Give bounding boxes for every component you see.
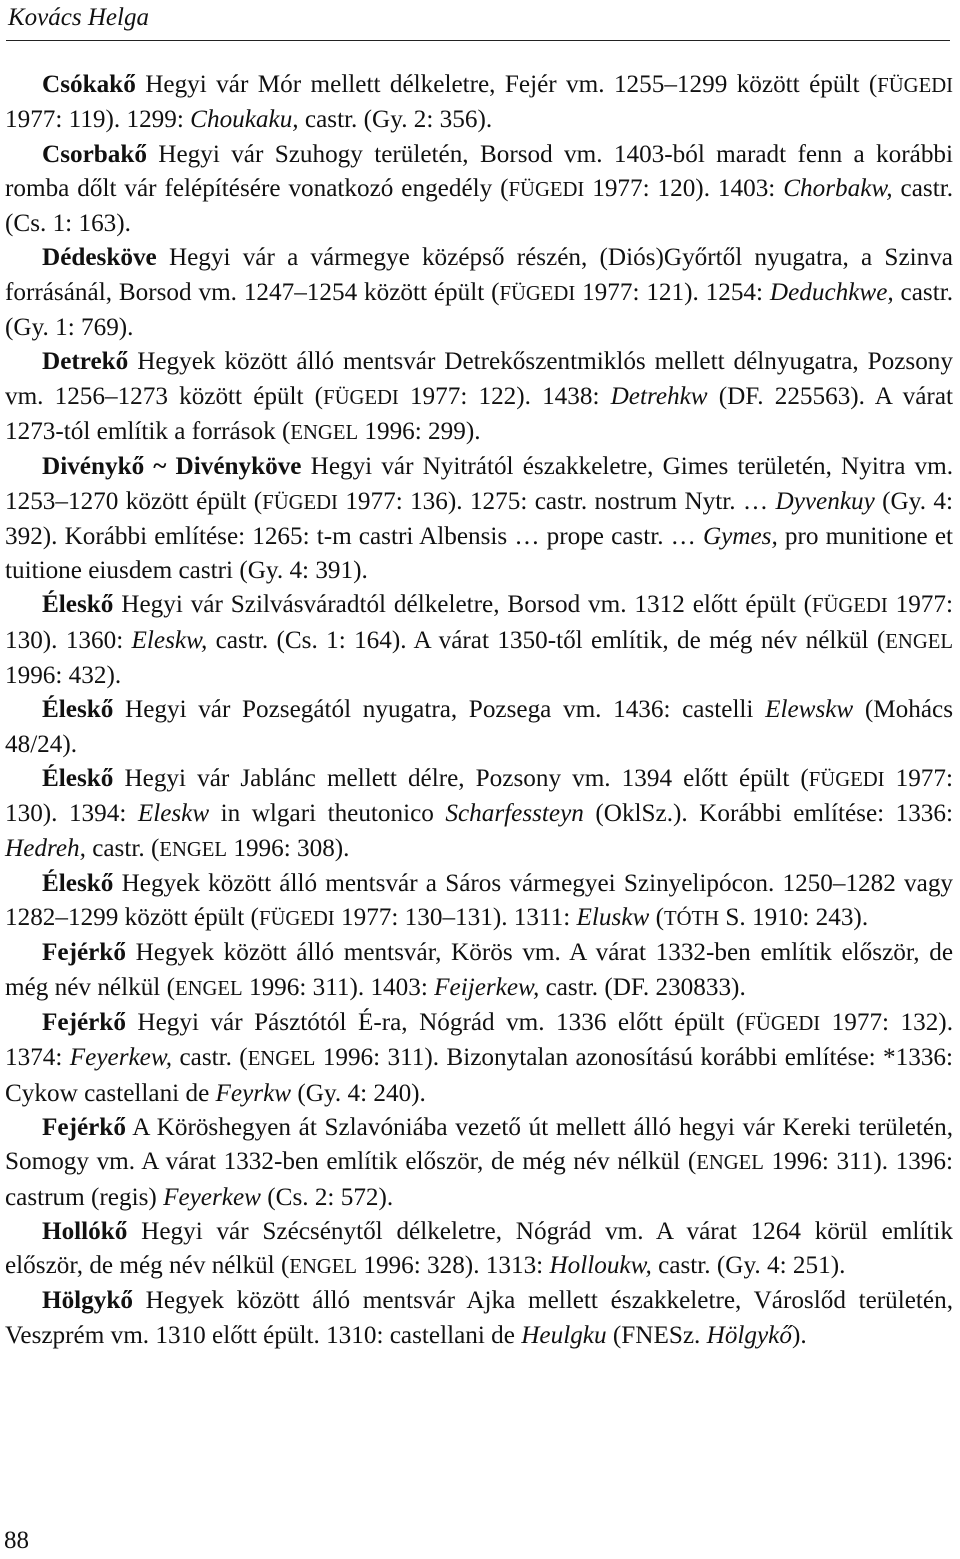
entry-italic-form: Feijerkew, [434,973,540,1001]
entry-author-citation: FÜGEDI [323,386,399,409]
entry-text: Hegyek között álló mentsvár, Körös vm. A várat 1332-ben említik először, de még név nélkül ( [5,939,953,1001]
entry-term: Hollókő [42,1217,128,1245]
entry-text: 1977: 130–131). 1311: [334,904,577,932]
entry-term: Divénykő ~ Divényköve [42,453,302,481]
entry-term: Éleskő [42,591,114,619]
entry-text: Hegyi vár Pásztótól É-ra, Nógrád vm. 1336 előtt épült ( [125,1009,745,1037]
entry-italic-form: Eleskw [137,800,210,828]
entry-text: A Köröshegyen át Szlavóniába vezető út mellett álló hegyi vár Kereki területén, Somogy vm. A várat 1332-ben említik először, de még név nélkül ( [5,1113,953,1176]
entry-list [5,68,953,1353]
entry-term: Csorbakő [42,140,147,168]
entry-author-citation: FÜGEDI [258,908,335,931]
entry-text: (DF. 225563). A várat 1273-tól említik a források ( [5,382,953,445]
entry-term: Fejérkő [42,1009,126,1037]
entry-text: castr. ( [85,834,160,862]
dictionary-entry [5,867,953,937]
entry-text: Hegyi vár Szilvásváradtól délkeletre, Borsod vm. 1312 előtt épült ( [113,591,812,619]
entry-text: 1977: 132). 1374: [5,1009,953,1072]
entry-text: Hegyi vár Mór mellett délkeletre, Fejér vm. 1255–1299 között épült ( [135,71,878,98]
entry-text: 1977: 121). 1254: [575,278,770,306]
entry-author-citation: ENGEL [885,630,953,653]
entry-text: 1977: 122). 1438: [398,382,611,410]
entry-italic-form: Chorbakw, [783,174,893,202]
entry-text: castr. ( [172,1044,248,1072]
entry-italic-form: Elewskw [765,696,854,724]
entry-author-citation: ENGEL [696,1152,764,1175]
dictionary-entry [5,241,953,345]
entry-author-citation: FÜGEDI [877,75,953,97]
entry-author-citation: ENGEL [289,1256,358,1279]
entry-text: 1996: 311). 1396: castrum (regis) [5,1148,953,1211]
entry-term: Fejérkő [42,939,126,967]
entry-italic-form: Feyrkw [215,1079,292,1107]
entry-text: Hegyek között álló mentsvár Ajka mellett északkeletre, Városlőd területén, Veszprém vm. 1310 előtt épült. 1310: castellani de [5,1287,953,1349]
dictionary-entry [5,345,953,450]
entry-text: 1977: 130). 1394: [5,764,953,828]
entry-author-citation: ENGEL [159,838,228,861]
dictionary-entry [5,1111,953,1215]
dictionary-entry [5,762,953,867]
entry-text: castr. (Gy. 2: 356). [298,106,493,134]
entry-text: 1996: 311). Bizonytalan azonosítású korábbi említése: *1336: Cykow castellani de [5,1044,954,1107]
entry-text: in wlgari theutonico [209,800,446,828]
entry-author-citation: FÜGEDI [744,1013,821,1036]
entry-text: castr. (Cs. 1: 164). A várat 1350-től említik, de még név nélkül ( [207,626,886,654]
entry-text: 1977: 119). 1299: [5,106,191,134]
entry-term: Dédesköve [42,244,157,272]
entry-italic-form: Choukaku, [190,106,299,134]
entry-text: Hegyi vár Szécsénytől délkeletre, Nógrád vm. A várat 1264 körül említik először, de még név nélkül ( [5,1217,953,1280]
entry-text: 1977: 136). 1275: castr. nostrum Nytr. … [337,487,776,515]
entry-italic-form: Dyvenkuy [775,487,875,515]
entry-italic-form: Heulgku [521,1321,607,1349]
entry-term: Fejérkő [42,1113,126,1141]
dictionary-entry [5,1284,953,1353]
entry-term: Detrekő [42,348,129,376]
entry-text: 1996: 308). [227,834,350,862]
entry-author-citation: FÜGEDI [262,491,338,514]
entry-text: Hegyi vár Szuhogy területén, Borsod vm. 1403-ból maradt fenn a korábbi romba dőlt vár felépítésére vonatkozó engedély ( [5,140,953,202]
entry-text: 1996: 432). [5,662,122,690]
entry-text: 1977: 120). 1403: [584,174,784,202]
entry-text: Hegyi vár Nyitrától északkeletre, Gimes területén, Nyitra vm. 1253–1270 között épült ( [5,453,953,515]
entry-italic-form: Scharfessteyn [445,800,584,828]
entry-text: Hegyi vár Pozsegától nyugatra, Pozsega vm. 1436: castelli [113,696,766,724]
entry-text: S. 1910: 243). [719,904,869,932]
entry-author-citation: TÓTH [664,908,720,931]
dictionary-entry [5,1006,953,1111]
entry-italic-form: Feyerkew, [69,1044,173,1072]
dictionary-entry [5,1215,953,1285]
dictionary-entry [5,936,953,1006]
entry-term: Hölgykő [42,1287,133,1315]
entry-text: 1996: 311). 1403: [242,973,435,1001]
entry-italic-form: Hedreh, [5,834,86,862]
running-header-author: Kovács Helga [8,4,149,31]
entry-text: (Cs. 2: 572). [260,1183,394,1211]
entry-text: castr. (Gy. 1: 769). [5,278,954,342]
entry-text: 1977: 130). 1360: [5,591,953,654]
entry-text: pro munitione et tuitione eiusdem castri (Gy. 4: 391). [5,522,953,585]
dictionary-entry [5,693,953,762]
entry-term: Éleskő [42,764,114,792]
entry-author-citation: FÜGEDI [499,282,576,305]
entry-italic-form: Hölgykő [706,1321,792,1349]
entry-italic-form: Eluskw [576,904,650,932]
entry-text: 1996: 299). [358,417,481,445]
dictionary-entry [5,588,953,693]
entry-text: castr. (Cs. 1: 163). [5,174,953,238]
entry-text: (Mohács 48/24). [5,696,953,758]
entry-text: 1996: 328). 1313: [357,1252,550,1280]
entry-author-citation: ENGEL [247,1048,316,1071]
entry-text: castr. (DF. 230833). [539,973,746,1001]
dictionary-entry [5,68,953,138]
entry-author-citation: ENGEL [174,977,243,1000]
entry-text: Hegyi vár Jablánc mellett délre, Pozsony vm. 1394 előtt épült ( [113,764,809,792]
entry-italic-form: Feyerkew [163,1183,261,1211]
entry-author-citation: FÜGEDI [508,178,585,201]
entry-text: (Gy. 4: 392). Korábbi említése: 1265: t-m castri Albensis … prope castr. … [5,487,953,550]
page-number: 88 [4,1527,29,1554]
entry-italic-form: Eleskw, [131,626,208,654]
entry-text: Hegyek között álló mentsvár a Sáros vármegyei Szinyelipócon. 1250–1282 vagy 1282–1299 között épült ( [5,869,953,932]
entry-italic-form: Detrehkw [610,382,708,410]
entry-text: castr. (Gy. 4: 251). [651,1252,846,1280]
entry-text: Hegyek között álló mentsvár Detrekőszentmiklós mellett délnyugatra, Pozsony vm. 1256–1273 között épült ( [5,348,953,410]
entry-term: Éleskő [42,696,114,724]
entry-author-citation: FÜGEDI [808,768,885,791]
entry-italic-form: Holloukw, [549,1252,652,1280]
entry-text: Hegyi vár a vármegye középső részén, (Diós)Győrtől nyugatra, a Szinva forrásánál, Borsod vm. 1247–1254 között épült ( [5,244,953,306]
entry-italic-form: Gymes, [702,522,778,550]
entry-author-citation: FÜGEDI [811,595,888,618]
entry-text: (Gy. 4: 240). [291,1079,426,1107]
dictionary-entry [5,138,953,242]
entry-italic-form: Deduchkwe, [769,278,894,306]
entry-author-citation: ENGEL [290,421,359,444]
running-header [6,0,950,41]
entry-text: ( [649,904,664,932]
entry-text: ). [791,1321,807,1349]
entry-text: (OklSz.). Korábbi említése: 1336: [583,800,953,828]
entry-term: Éleskő [42,869,114,897]
entry-term: Csókakő [42,71,136,98]
entry-text: (FNESz. [606,1321,707,1349]
dictionary-entry [5,450,953,588]
